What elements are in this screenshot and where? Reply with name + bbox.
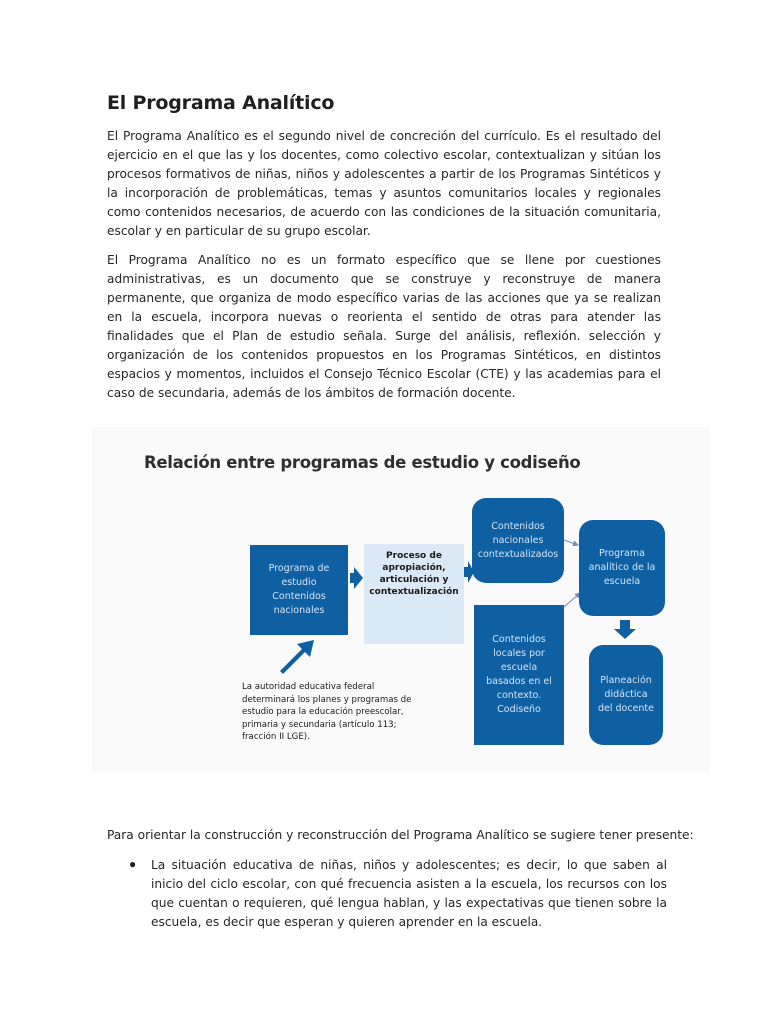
box-programa-analitico: Programa analítico de la escuela bbox=[579, 520, 665, 616]
box-programa-de-estudio: Programa de estudio Contenidos nacionales bbox=[250, 545, 348, 635]
arrow-nacionales-to-analitico bbox=[564, 540, 578, 545]
arrow-note-to-programa bbox=[280, 640, 314, 674]
box-planeacion-didactica: Planeación didáctica del docente bbox=[589, 645, 663, 745]
box-contenidos-locales: Contenidos locales por escuela basados en el contexto. Codiseño bbox=[474, 605, 564, 745]
paragraph-orientation: Para orientar la construcción y reconstrucción del Programa Analítico se sugiere tener presente: bbox=[107, 828, 694, 842]
arrow-locales-to-analitico bbox=[564, 593, 580, 607]
diagram-title: Relación entre programas de estudio y codiseño bbox=[144, 453, 581, 472]
box-contenidos-nacionales: Contenidos nacionales contextualizados bbox=[472, 498, 564, 583]
box-proceso-apropiacion: Proceso de apropiación, articulación y contextualización bbox=[364, 544, 464, 644]
arrow-analitico-to-planeacion bbox=[614, 620, 636, 639]
bullet-list bbox=[107, 856, 667, 932]
paragraph-definition: El Programa Analítico es el segundo nivel de concreción del currículo. Es el resultado del ejercicio en el que las y los docentes, como colectivo escolar, contextualizan y sitúan los procesos formativos de niñas, niños y adolescentes a partir de los Programas Sintéticos y la incorporación de problemáticas, temas y asuntos comunitarios locales y regionales como contenidos necesarios, de acuerdo con las condiciones de la situación comunitaria, escolar y en particular de su grupo escolar. bbox=[107, 129, 661, 238]
paragraph-description: El Programa Analítico no es un formato específico que se llene por cuestiones administrativas, es un documento que se construye y reconstruye de manera permanente, que organiza de modo específico varias de las acciones que ya se realizan en la escuela, incorpora nuevas o reorienta el sentido de otras para atender las finalidades que el Plan de estudio señala. Surge del análisis, reflexión. selección y organización de los contenidos propuestos en los Programas Sintéticos, en distintos espacios y momentos, incluidos el Consejo Técnico Escolar (CTE) y las academias para el caso de secundaria, además de los ámbitos de formación docente. bbox=[107, 253, 661, 400]
list-item bbox=[107, 856, 667, 932]
document-title: El Programa Analítico bbox=[107, 92, 335, 114]
diagram-note: La autoridad educativa federal determinará los planes y programas de estudio para la educación preescolar, primaria y secundaria (artículo 113; fracción II LGE). bbox=[242, 682, 412, 742]
diagram-figure bbox=[92, 427, 710, 772]
arrow-programa-to-proceso bbox=[350, 567, 363, 589]
bullet-text: La situación educativa de niñas, niños y adolescentes; es decir, lo que saben al inicio del ciclo escolar, con qué frecuencia asisten a la escuela, los recursos con los que cuentan o requieren, qué lengua hablan, y las expectativas que tienen sobre la escuela, es decir que esperan y quieren aprender en la escuela. bbox=[151, 858, 667, 929]
bullet-icon: ● bbox=[129, 857, 137, 871]
